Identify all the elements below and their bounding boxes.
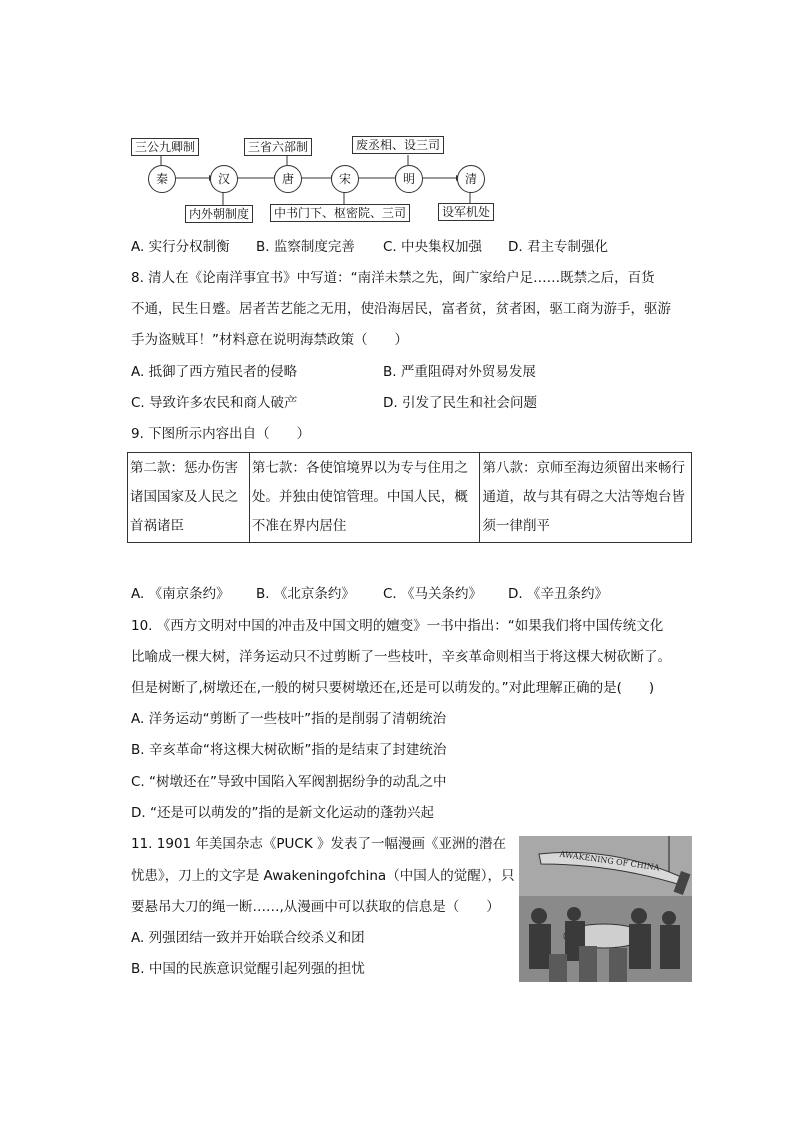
q9-option-d: D. 《辛丑条约》	[508, 586, 608, 602]
dynasty-song: 宋	[331, 165, 359, 193]
q11-option-b: B. 中国的民族意识觉醒引起列强的担忧	[131, 961, 365, 977]
q11-stem-line-3: 要悬吊大刀的绳一断……,从漫画中可以获取的信息是（ ）	[131, 899, 500, 915]
q7-option-a: A. 实行分权制衡	[131, 239, 230, 255]
q8-stem-line-1: 8. 清人在《论南洋事宜书》中写道：“南洋未禁之先，闽广家给户足……既禁之后，百货	[131, 270, 655, 286]
treaty-clause-8: 第八款：京师至海边须留出来畅行通道，故与其有碍之大沽等炮台皆须一律削平	[480, 453, 692, 543]
q10-stem-line-2: 比喻成一棵大树，洋务运动只不过剪断了一些枝叶，辛亥革命则相当于将这棵大树砍断了。	[131, 649, 671, 665]
q8-option-d: D. 引发了民生和社会问题	[383, 395, 537, 411]
q8-option-c: C. 导致许多农民和商人破产	[131, 395, 298, 411]
box-junji: 设军机处	[438, 203, 494, 221]
q9-option-c: C. 《马关条约》	[383, 586, 483, 602]
q7-option-c: C. 中央集权加强	[383, 239, 483, 255]
box-zhongshu: 中书门下、枢密院、三司	[270, 204, 410, 222]
q10-option-b: B. 辛亥革命“将这棵大树砍断”指的是结束了封建统治	[131, 742, 447, 758]
q9-option-a: A. 《南京条约》	[131, 586, 230, 602]
q11-stem-line-1: 11. 1901 年美国杂志《PUCK 》发表了一幅漫画《亚洲的潜在	[131, 836, 507, 852]
cartoon-illustration	[519, 836, 692, 982]
q9-treaty-table	[127, 452, 692, 543]
box-neiwai: 内外朝制度	[185, 205, 253, 223]
box-sansheng: 三省六部制	[244, 138, 312, 156]
q8-option-a: A. 抵御了西方殖民者的侵略	[131, 364, 298, 380]
dynasty-qin: 秦	[148, 165, 176, 193]
q10-option-d: D. “还是可以萌发的”指的是新文化运动的蓬勃兴起	[131, 805, 434, 821]
dynasty-tang: 唐	[274, 165, 302, 193]
dynasty-qing: 清	[457, 165, 485, 193]
cartoon-sword-text: AWAKENING OF CHINA	[559, 849, 661, 873]
q10-stem-line-3: 但是树断了,树墩还在,一般的树只要树墩还在,还是可以萌发的。”对此理解正确的是( )	[131, 680, 655, 696]
dynasty-han: 汉	[210, 165, 238, 193]
q10-option-c: C. “树墩还在”导致中国陷入军阀割据纷争的动乱之中	[131, 774, 447, 790]
q9-option-b: B. 《北京条约》	[256, 586, 355, 602]
q8-option-b: B. 严重阻碍对外贸易发展	[383, 364, 536, 380]
q11-stem-line-2: 忧患》，刀上的文字是 Awakeningofchina（中国人的觉醒），只	[131, 868, 515, 884]
q9-stem: 9. 下图所示内容出自（ ）	[131, 426, 311, 442]
dynasty-ming: 明	[395, 165, 423, 193]
treaty-clause-7: 第七款：各使馆境界以为专与住用之处。并独由使馆管理。中国人民，概不准在界内居住	[249, 453, 480, 543]
diagram-connectors	[0, 0, 794, 230]
box-fei: 废丞相、设三司	[352, 136, 444, 154]
q7-option-d: D. 君主专制强化	[508, 239, 608, 255]
q11-option-a: A. 列强团结一致并开始联合绞杀义和团	[131, 930, 365, 946]
q8-stem-line-3: 手为盗贼耳！”材料意在说明海禁政策（ ）	[131, 332, 408, 348]
q10-stem-line-1: 10. 《西方文明对中国的冲击及中国文明的嬗变》一书中指出：“如果我们将中国传统文化	[131, 618, 664, 634]
q8-stem-line-2: 不通，民生日蹙。居者苦艺能之无用，使沿海居民，富者贫，贫者困，驱工商为游手，驱游	[131, 301, 671, 317]
puck-cartoon-image	[519, 836, 692, 982]
treaty-clause-2: 第二款：惩办伤害诸国国家及人民之首祸诸臣	[128, 453, 250, 543]
q7-option-b: B. 监察制度完善	[256, 239, 355, 255]
q10-option-a: A. 洋务运动“剪断了一些枝叶”指的是削弱了清朝统治	[131, 711, 447, 727]
box-sangong: 三公九卿制	[131, 138, 199, 156]
table-row	[128, 453, 692, 543]
